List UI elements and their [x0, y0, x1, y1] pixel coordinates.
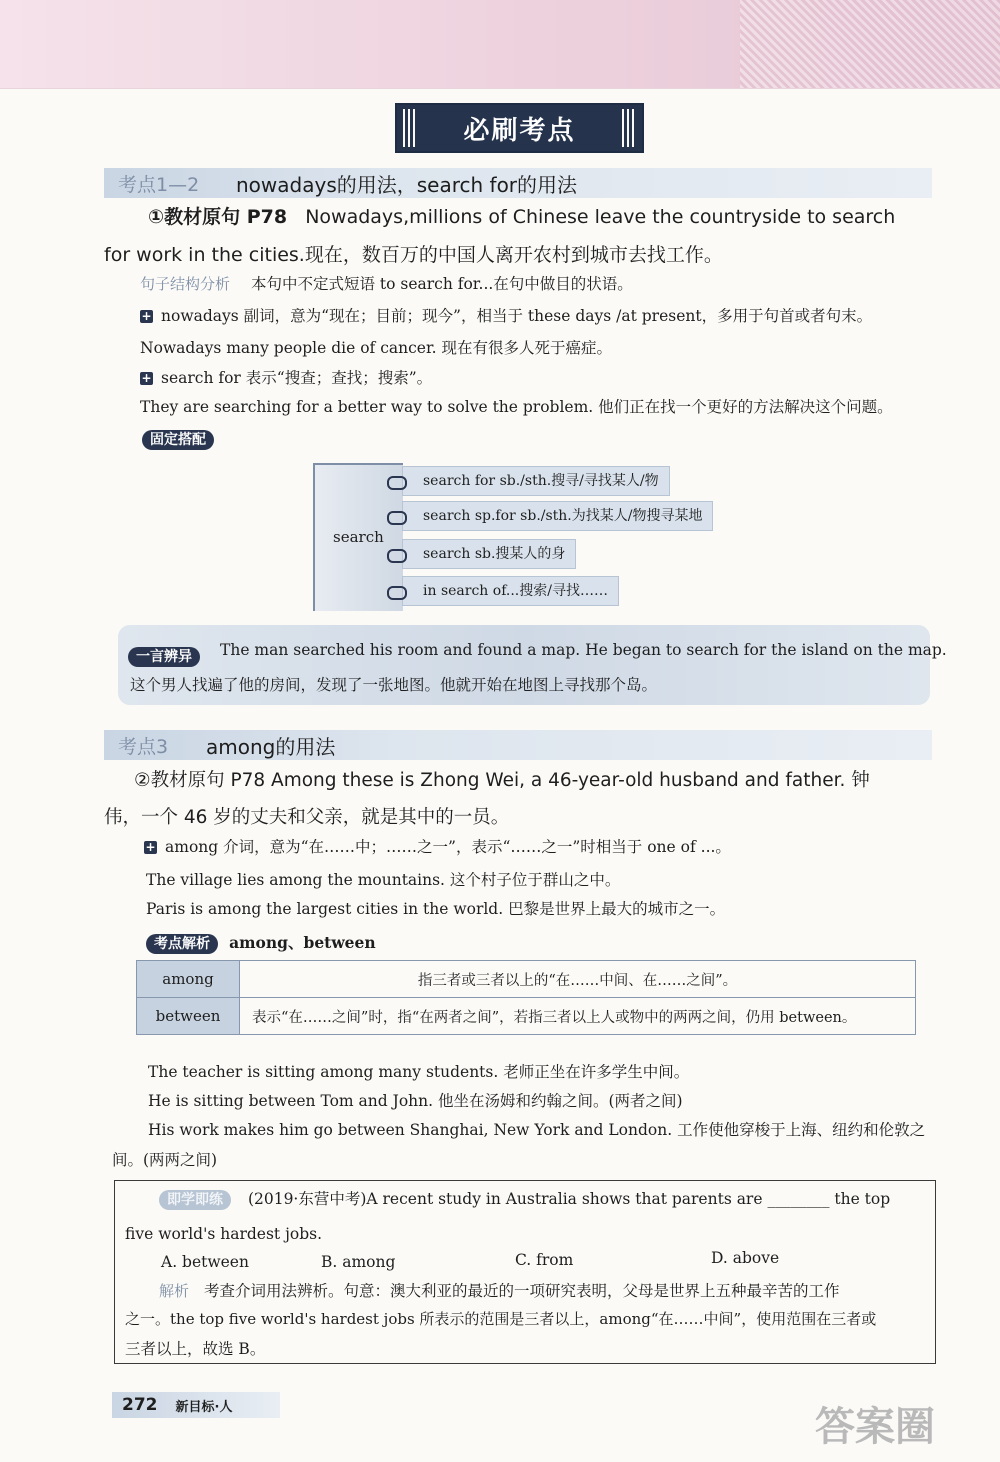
diagram-branch: in search of...搜索/寻找……	[402, 576, 619, 606]
diagram-root: search	[333, 528, 384, 546]
section-header-1	[104, 168, 932, 198]
option-a: A. between	[161, 1253, 249, 1271]
original-number: ①教材原句 P78	[148, 206, 288, 228]
example-between-1: He is sitting between Tom and John. 他坐在汤姆和约翰之间。(两者之间)	[148, 1092, 683, 1110]
example-among-1: The village lies among the mountains. 这个村子位于群山之中。	[146, 871, 621, 889]
section-title: nowadays的用法，search for的用法	[236, 172, 578, 197]
top-decorative-band	[0, 0, 1000, 89]
answer-text: 考查介词用法辨析。句意：澳大利亚的最近的一项研究表明，父母是世界上五种最辛苦的工作	[203, 1282, 840, 1300]
example-nowadays: Nowadays many people die of cancer. 现在有很多人死于癌症。	[140, 339, 613, 357]
mnemonic-chinese: 这个男人找遍了他的房间，发现了一张地图。他就开始在地图上寻找那个岛。	[130, 676, 658, 694]
ring-icon	[387, 586, 407, 600]
note-text: nowadays 副词，意为“现在；目前；现今”，相当于 these days /at present，多用于句首或者句末。	[161, 307, 873, 325]
diagram-branch: search sp.for sb./sth.为找某人/物搜寻某地	[402, 501, 713, 531]
plus-icon: +	[145, 840, 156, 854]
example-among-3: The teacher is sitting among many students. 老师正坐在许多学生中间。	[148, 1063, 690, 1081]
answer-line3: 三者以上，故选 B。	[125, 1340, 266, 1358]
exercise-question-line2: five world's hardest jobs.	[125, 1225, 323, 1243]
section-tag: 考点3	[118, 735, 169, 758]
comparison-table	[136, 960, 916, 1035]
banner-stripes-left	[403, 109, 417, 147]
watermark: 答案圈	[815, 1404, 935, 1450]
example-search-for: They are searching for a better way to solve the problem. 他们正在找一个更好的方法解决这个问题。	[140, 398, 893, 416]
plus-icon: +	[141, 309, 152, 323]
page-footer	[112, 1392, 280, 1418]
analysis-label: 句子结构分析	[140, 275, 231, 293]
band-texture	[740, 0, 1000, 88]
original-sentence-line1	[148, 202, 895, 229]
sentence-analysis	[140, 272, 633, 294]
diagram-branch: search sb.搜某人的身	[402, 539, 576, 569]
ring-icon	[387, 549, 407, 563]
section-title: among的用法	[206, 734, 336, 759]
analysis-text: 本句中不定式短语 to search for...在句中做目的状语。	[250, 275, 633, 293]
answer-line2: 之一。the top five world's hardest jobs 所表示的范围是三者以上，among“在……中间”，使用范围在三者或	[125, 1310, 877, 1328]
answer-line1	[159, 1279, 839, 1301]
note-among	[144, 835, 731, 857]
note-text: among 介词，意为“在……中；……之一”，表示“……之一”时相当于 one of ...。	[165, 838, 731, 856]
exercise-box	[114, 1180, 936, 1364]
original-sentence-line2: 伟，一个 46 岁的丈夫和父亲，就是其中的一员。	[104, 807, 510, 828]
banner-title: 必刷考点	[463, 115, 576, 146]
ring-icon	[387, 476, 407, 490]
option-b: B. among	[321, 1253, 396, 1271]
collocation-label: 固定搭配	[142, 430, 214, 450]
mnemonic-english: The man searched his room and found a map. He began to search for the island on the map.	[220, 641, 947, 659]
analysis-row	[146, 931, 376, 954]
answer-label: 解析	[159, 1282, 190, 1300]
exercise-question-line1	[159, 1187, 890, 1210]
section-tag: 考点1—2	[118, 173, 200, 196]
original-sentence-line1: ②教材原句 P78 Among these is Zhong Wei, a 46-year-old husband and father. 钟	[134, 770, 870, 791]
banner-stripes-right	[622, 109, 636, 147]
plus-icon: +	[141, 371, 152, 385]
example-among-2: Paris is among the largest cities in the world. 巴黎是世界上最大的城市之一。	[146, 900, 726, 918]
exercise-label: 即学即练	[159, 1190, 231, 1210]
table-value: 指三者或三者以上的“在……中间、在……之间”。	[240, 961, 916, 998]
note-nowadays	[140, 304, 872, 326]
diagram-branch: search for sb./sth.搜寻/寻找某人/物	[402, 466, 670, 496]
series-name: 新目标·人	[175, 1399, 233, 1415]
table-value: 表示“在……之间”时，指“在两者之间”，若指三者以上人或物中的两两之间，仍用 between。	[240, 998, 916, 1035]
example-between-2-cont: 间。(两两之间)	[112, 1151, 218, 1169]
example-between-2: His work makes him go between Shanghai, New York and London. 工作使他穿梭于上海、纽约和伦敦之	[148, 1121, 926, 1139]
mnemonic-label: 一言辨异	[128, 647, 200, 667]
section-header-2	[104, 730, 932, 760]
analysis-label: 考点解析	[146, 934, 218, 954]
original-sentence-line2: for work in the cities.现在，数百万的中国人离开农村到城市去找工作。	[104, 244, 723, 266]
note-search-for	[140, 366, 432, 388]
ring-icon	[387, 511, 407, 525]
page-banner	[395, 103, 644, 153]
analysis-title: among、between	[229, 933, 376, 952]
table-key: between	[137, 998, 240, 1035]
table-row	[137, 998, 916, 1035]
note-text: search for 表示“搜查；查找；搜索”。	[161, 369, 433, 387]
exercise-question: (2019·东营中考)A recent study in Australia shows that parents are ________ the top	[247, 1190, 891, 1208]
mnemonic-box	[118, 625, 947, 705]
page-number: 272	[122, 1395, 158, 1415]
original-english: Nowadays,millions of Chinese leave the countryside to search	[305, 206, 896, 228]
table-row	[137, 961, 916, 998]
option-d: D. above	[711, 1249, 780, 1267]
table-key: among	[137, 961, 240, 998]
option-c: C. from	[515, 1251, 574, 1269]
